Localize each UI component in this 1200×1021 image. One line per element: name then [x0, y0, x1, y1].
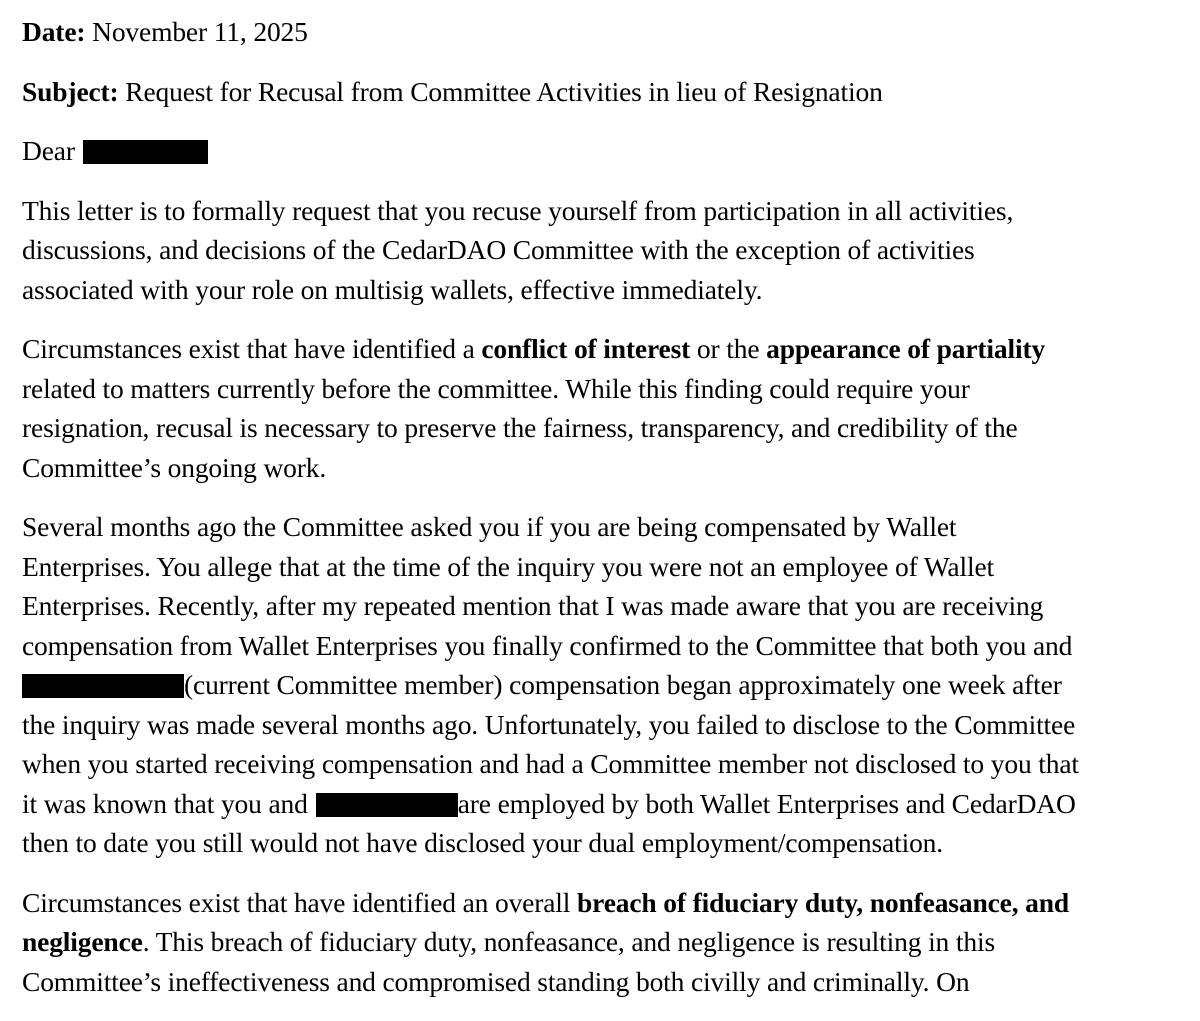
bold-phrase: conflict of interest — [481, 333, 691, 364]
paragraph-recusal-request — [22, 191, 1192, 310]
text-line: discussions, and decisions of the CedarDAO Committee with the exception of activities — [22, 234, 975, 265]
text-run: Circumstances exist that have identified a — [22, 333, 482, 364]
text-line — [22, 922, 1192, 962]
text-run: it was known that you and — [22, 787, 308, 819]
date-line — [22, 12, 1192, 52]
text-line: resignation, recusal is necessary to preserve the fairness, transparency, and credibility of the — [22, 412, 1018, 443]
redaction-bar — [83, 140, 208, 164]
text-line: compensation from Wallet Enterprises you finally confirmed to the Committee that both you and — [22, 629, 1073, 661]
text-run: (current Committee member) compensation began approximately one week after — [184, 669, 1062, 700]
text-line: Several months ago the Committee asked you if you are being compensated by Wallet — [22, 511, 957, 542]
date-value: November 11, 2025 — [85, 16, 308, 47]
redaction-bar — [22, 674, 184, 698]
text-line: then to date you still would not have disclosed your dual employment/compensation. — [22, 827, 944, 858]
subject-value: Request for Recusal from Committee Activities in lieu of Resignation — [118, 75, 883, 107]
subject-label: Subject: — [22, 75, 119, 107]
redaction-bar — [316, 793, 458, 817]
text-line: Committee’s ongoing work. — [22, 451, 327, 483]
bold-phrase: breach of fiduciary duty, nonfeasance, and — [577, 886, 1070, 918]
text-line — [22, 665, 1192, 705]
text-line — [22, 329, 1192, 369]
salutation — [22, 131, 1192, 171]
text-run: are employed by both Wallet Enterprises and CedarDAO — [457, 787, 1076, 819]
paragraph-fiduciary-breach — [22, 883, 1192, 1002]
text-run: Circumstances exist that have identified an overall — [22, 886, 577, 918]
text-line: the inquiry was made several months ago. Unfortunately, you failed to disclose to the Committee — [22, 708, 1076, 740]
text-line: related to matters currently before the committee. While this finding could require your — [22, 372, 970, 404]
text-line: Committee’s ineffectiveness and compromised standing both civilly and criminally. On — [22, 965, 970, 997]
text-line: associated with your role on multisig wallets, effective immediately. — [22, 273, 763, 305]
text-line — [22, 784, 1192, 824]
text-line — [22, 883, 1192, 923]
text-line: when you started receiving compensation and had a Committee member not disclosed to you that — [22, 748, 1079, 779]
salutation-text: Dear — [22, 135, 75, 166]
date-label: Date: — [22, 16, 86, 47]
bold-phrase: negligence — [22, 926, 143, 957]
text-run: . This breach of fiduciary duty, nonfeasance, and negligence is resulting in this — [142, 926, 996, 957]
text-run: or the — [690, 333, 767, 364]
letter-page — [22, 12, 1192, 1021]
text-line: Enterprises. Recently, after my repeated mention that I was made aware that you are receiving — [22, 590, 1044, 621]
paragraph-compensation — [22, 507, 1192, 863]
paragraph-conflict-of-interest — [22, 329, 1192, 487]
bold-phrase: appearance of partiality — [766, 333, 1046, 364]
text-line: Enterprises. You allege that at the time of the inquiry you were not an employee of Wallet — [22, 550, 994, 582]
subject-line — [22, 72, 1192, 112]
text-line: This letter is to formally request that you recuse yourself from participation in all activities, — [22, 194, 1014, 226]
